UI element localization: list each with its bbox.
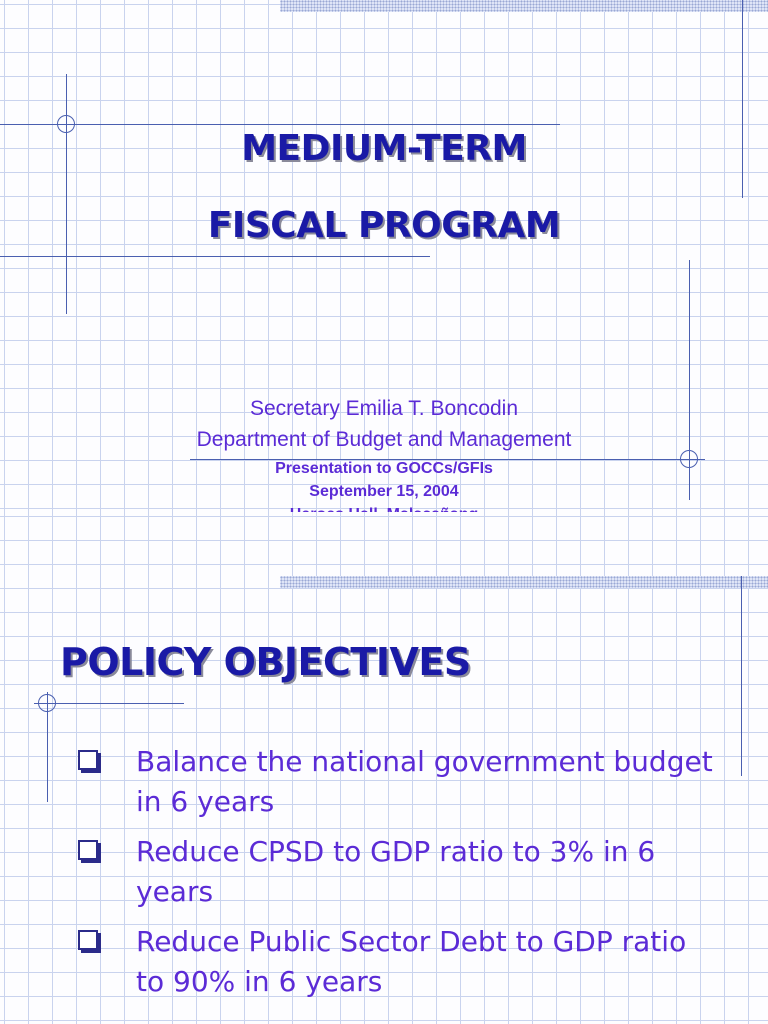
presenter-name: Secretary Emilia T. Boncodin <box>249 397 519 420</box>
title-line-2: FISCAL PROGRAM <box>207 205 561 246</box>
list-item <box>76 922 716 1002</box>
bullet-text: Balance the national government budget in 6 years <box>136 745 713 818</box>
slide-heading: POLICY OBJECTIVES <box>60 640 471 684</box>
presentation-date: September 15, 2004 <box>309 483 459 500</box>
decor-line <box>0 124 560 125</box>
decor-line <box>66 74 67 314</box>
checkbox-bullet-icon <box>78 840 98 860</box>
policy-objectives-slide <box>0 512 768 1024</box>
decor-line <box>0 256 430 257</box>
bullet-text: Reduce CPSD to GDP ratio to 3% in 6 years <box>136 835 656 908</box>
department-name: Department of Budget and Management <box>196 428 572 451</box>
top-dotted-band <box>280 0 768 12</box>
title-line-1: MEDIUM-TERM <box>241 128 527 169</box>
checkbox-bullet-icon <box>78 930 98 950</box>
list-item <box>76 832 716 912</box>
checkbox-bullet-icon <box>78 750 98 770</box>
decor-line <box>741 576 742 776</box>
top-dotted-band <box>280 576 768 588</box>
presentation-audience: Presentation to GOCCs/GFIs <box>275 460 493 477</box>
list-item <box>76 742 716 822</box>
registration-circle-icon <box>38 694 56 712</box>
objectives-list <box>76 742 716 1012</box>
bullet-text: Reduce Public Sector Debt to GDP ratio to 90% in 6 years <box>136 925 687 998</box>
decor-line <box>34 703 184 704</box>
